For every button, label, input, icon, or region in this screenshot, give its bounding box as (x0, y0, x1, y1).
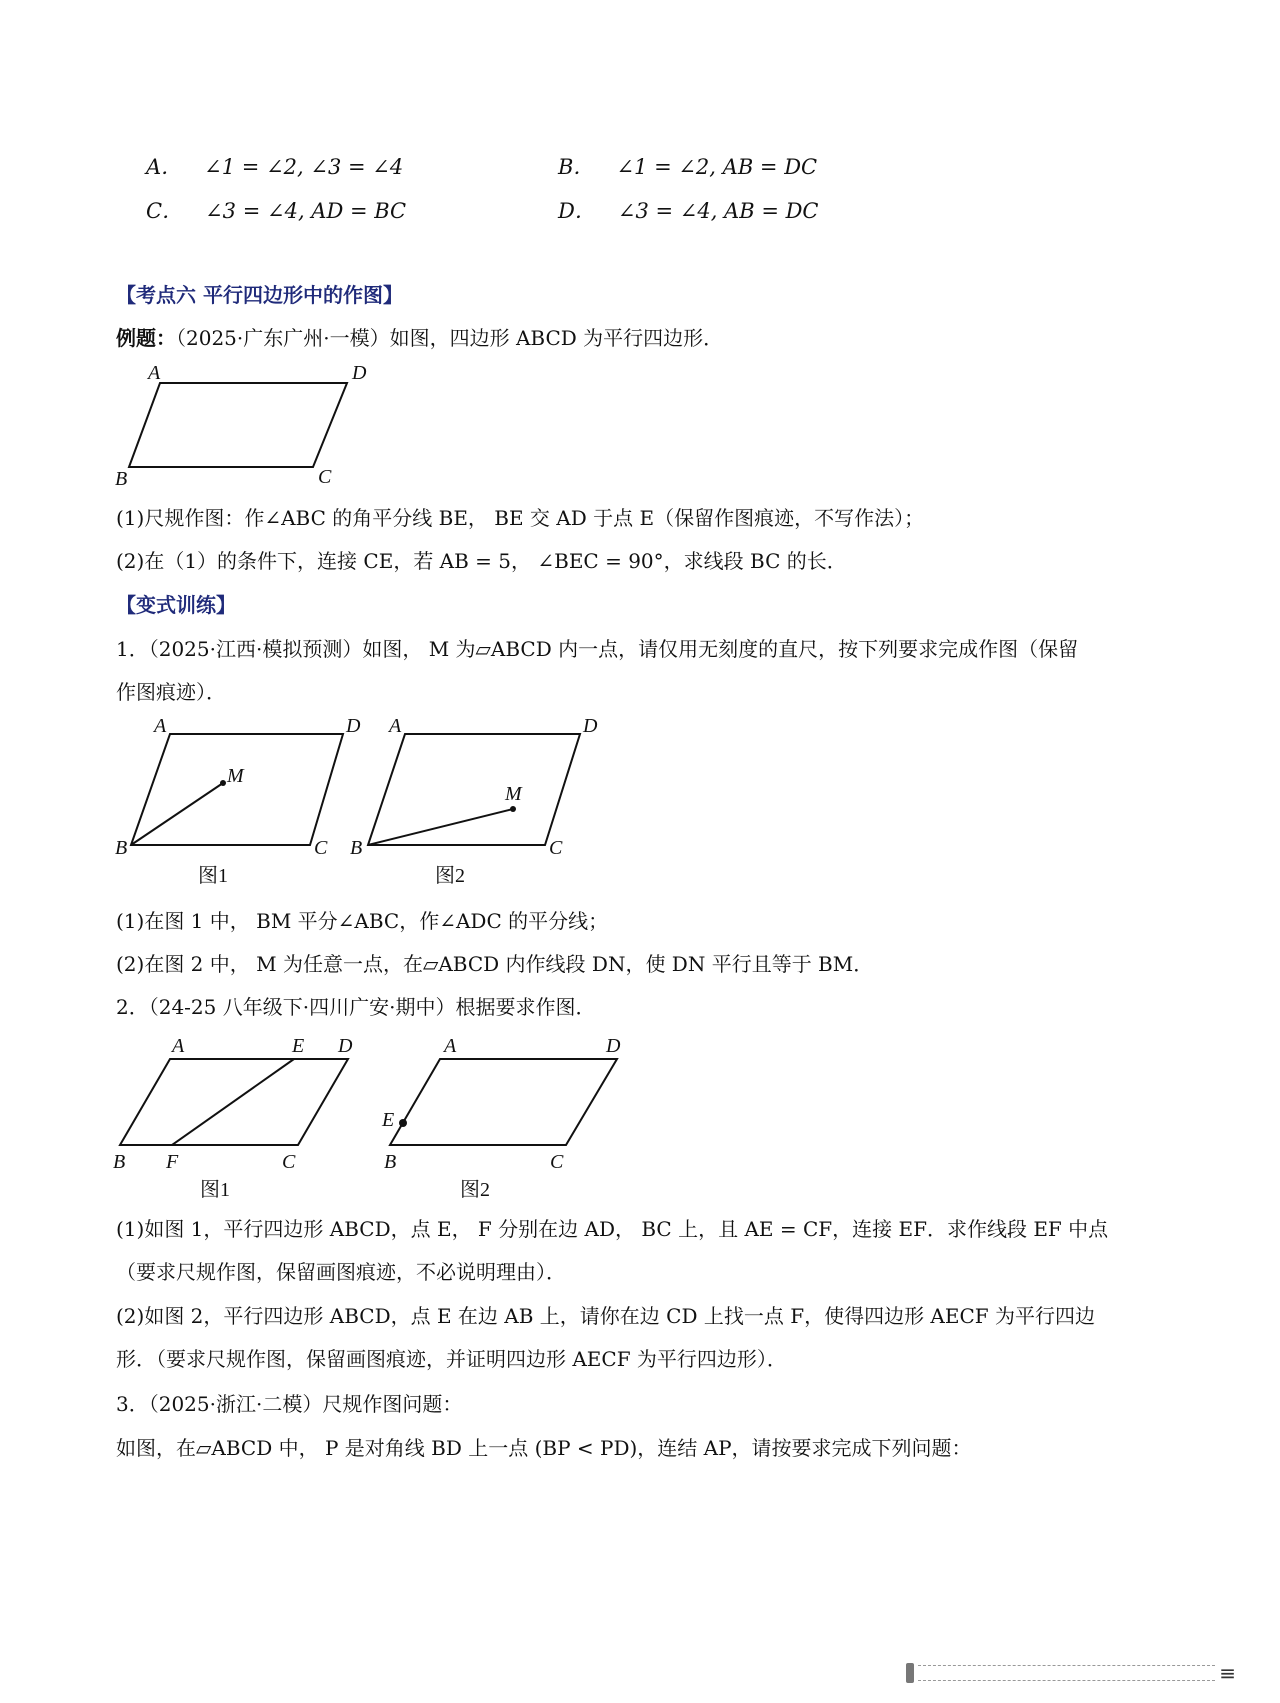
example-label-c: C (318, 466, 332, 488)
p1f1-label-m: M (227, 765, 244, 787)
p1f2-label-c: C (549, 837, 563, 859)
p2f1-label-b: B (113, 1151, 126, 1173)
p1f1-label-c: C (314, 837, 328, 859)
option-a-text: ∠1 = ∠2, ∠3 = ∠4 (204, 155, 404, 179)
p1f1-caption: 图1 (198, 865, 228, 887)
p2f2-parallelogram (390, 1059, 617, 1145)
example-label: 例题： (116, 326, 176, 350)
option-c-text: ∠3 = ∠4, AD = BC (205, 199, 407, 223)
p2f1-caption: 图1 (200, 1179, 230, 1201)
option-b-text: ∠1 = ∠2, AB = DC (616, 155, 818, 179)
section-heading: 【考点六 平行四边形中的作图】 (116, 283, 403, 307)
menu-icon[interactable]: ≡ (1219, 1661, 1236, 1685)
p1f2-parallelogram (368, 734, 580, 845)
horizontal-scrollbar[interactable] (906, 1662, 1236, 1684)
p2f1-label-d: D (338, 1035, 353, 1057)
p1f1-label-b: B (115, 837, 128, 859)
p1f1-point-m (220, 780, 226, 786)
scrollbar-track[interactable] (918, 1665, 1215, 1681)
problem-1-question-1: (1)在图 1 中， BM 平分∠ABC，作∠ADC 的平分线； (116, 909, 609, 933)
p2f1-label-c: C (282, 1151, 296, 1173)
p1f2-label-b: B (350, 837, 363, 859)
p1f2-segment-bm (368, 809, 513, 845)
p1f1-label-d: D (346, 715, 361, 737)
option-b (558, 152, 817, 182)
problem-2-figure-1 (110, 1034, 370, 1204)
p2f2-label-a: A (444, 1035, 457, 1057)
p2f2-point-e (399, 1119, 407, 1127)
option-d-label: D． (558, 199, 596, 223)
p2f2-label-d: D (606, 1035, 621, 1057)
problem-1-line-2: 作图痕迹）． (116, 680, 226, 704)
problem-2-question-2-line-2: 形．（要求尺规作图，保留画图痕迹，并证明四边形 AECF 为平行四边形）． (116, 1347, 787, 1371)
p1f2-point-m (510, 806, 516, 812)
p2f2-label-e: E (382, 1109, 395, 1131)
problem-1-figure-1 (110, 715, 370, 890)
problem-3-line-2: 如图，在▱ABCD 中， P 是对角线 BD 上一点 (BP < PD)，连结 AP，请按要求完成下列问题： (116, 1436, 972, 1460)
problem-1-figure-2 (345, 715, 615, 890)
problem-2-line-1: 2．（24-25 八年级下·四川广安·期中）根据要求作图． (116, 995, 596, 1019)
option-a (146, 152, 403, 182)
example-statement (116, 323, 723, 353)
p1f2-caption: 图2 (435, 865, 465, 887)
p2f1-label-f: F (166, 1151, 179, 1173)
p1f2-label-m: M (505, 783, 522, 805)
option-c-label: C． (146, 199, 184, 223)
variant-heading: 【变式训练】 (116, 593, 236, 617)
option-d (558, 196, 819, 226)
p2f2-label-b: B (384, 1151, 397, 1173)
problem-3-line-1: 3．（2025·浙江·二模）尺规作图问题： (116, 1392, 463, 1416)
problem-2-question-1-line-1: (1)如图 1，平行四边形 ABCD，点 E， F 分别在边 AD， BC 上，且 AE = CF，连接 EF．求作线段 EF 中点 (116, 1217, 1109, 1241)
problem-1-question-2: (2)在图 2 中， M 为任意一点，在▱ABCD 内作线段 DN，使 DN 平行且等于 BM． (116, 952, 874, 976)
p1f1-segment-bm (131, 783, 223, 845)
option-a-label: A． (146, 155, 183, 179)
p1f1-parallelogram (131, 734, 343, 845)
example-text: （2025·广东广州·一模）如图，四边形 ABCD 为平行四边形． (176, 326, 724, 350)
example-figure (110, 362, 370, 490)
p1f2-label-a: A (389, 715, 402, 737)
example-parallelogram (129, 383, 347, 467)
scrollbar-thumb[interactable] (906, 1663, 914, 1683)
p2f1-segment-ef (172, 1059, 294, 1145)
example-question-1: (1)尺规作图：作∠ABC 的角平分线 BE， BE 交 AD 于点 E（保留作图痕迹，不写作法）； (116, 506, 925, 530)
option-c (146, 196, 406, 226)
example-label-a: A (148, 362, 161, 384)
example-label-b: B (115, 468, 128, 490)
p1f2-label-d: D (583, 715, 598, 737)
problem-2-question-2-line-1: (2)如图 2，平行四边形 ABCD，点 E 在边 AB 上，请你在边 CD 上找一点 F，使得四边形 AECF 为平行四边 (116, 1304, 1096, 1328)
example-question-2: (2)在（1）的条件下，连接 CE，若 AB = 5， ∠BEC = 90°，求线段 BC 的长． (116, 549, 847, 573)
problem-2-figure-2 (370, 1034, 630, 1204)
example-label-d: D (352, 362, 367, 384)
option-d-text: ∠3 = ∠4, AB = DC (617, 199, 819, 223)
problem-1-line-1: 1．（2025·江西·模拟预测）如图， M 为▱ABCD 内一点，请仅用无刻度的直尺，按下列要求完成作图（保留 (116, 637, 1079, 661)
problem-2-question-1-line-2: （要求尺规作图，保留画图痕迹，不必说明理由）． (116, 1260, 566, 1284)
p2f2-caption: 图2 (460, 1179, 490, 1201)
p2f1-label-e: E (292, 1035, 305, 1057)
p1f1-label-a: A (154, 715, 167, 737)
p2f1-label-a: A (172, 1035, 185, 1057)
p2f2-label-c: C (550, 1151, 564, 1173)
option-b-label: B． (558, 155, 595, 179)
